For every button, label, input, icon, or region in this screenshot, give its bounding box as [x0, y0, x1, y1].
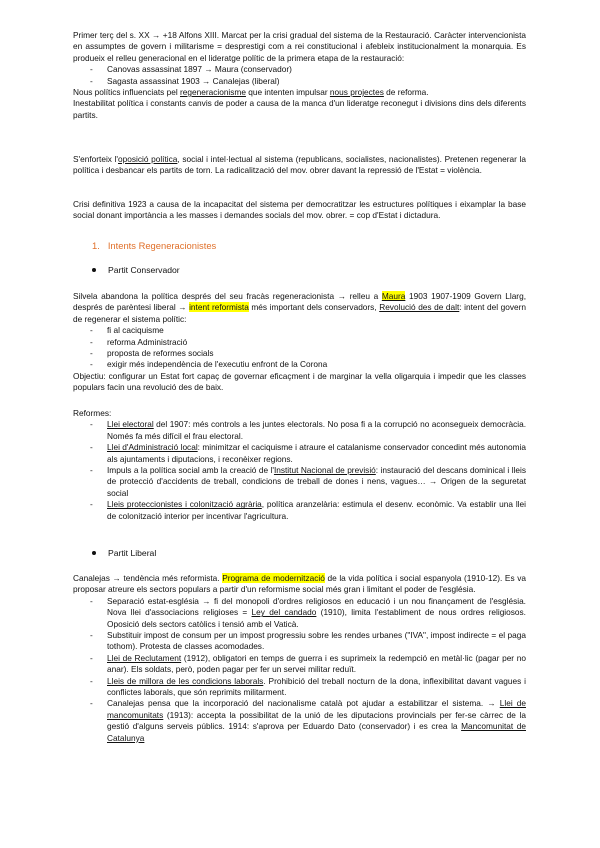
conservador-block: [73, 291, 526, 394]
conservador-heading: Partit Conservador: [92, 265, 180, 276]
liberal-block: [73, 573, 526, 744]
intro-paragraph-5: Crisi definitiva 1923 a causa de la incapacitat del sistema per democratitzar les estructures polítiques i eixamplar la base social donant importància a les masses i demandes socials del mov. obrer. = cop d'Estat i dictadura.: [73, 199, 526, 221]
list-item: - Sagasta assassinat 1903 → Canalejas (liberal): [90, 76, 526, 87]
intro-paragraph-2: Nous polítics influenciats pel regeneracionisme que intenten impulsar nous projectes de reforma.: [73, 87, 429, 98]
liberal-heading: Partit Liberal: [92, 548, 156, 559]
list-item: - reforma Administració: [90, 337, 526, 348]
list-item: - Canovas assassinat 1897 → Maura (conservador): [90, 64, 526, 75]
list-item: - Llei electoral del 1907: més controls a les juntes electorals. No posa fi a la corrupció no aconsegueix democràcia. Només fa més difícil el frau electoral.: [90, 419, 526, 442]
reformes-block: [73, 408, 526, 522]
list-item: - Llei de Reclutament (1912), obligatori en temps de guerra i es suprimeix la redempció en metàl·lic (pagar per no anar). Els soldats, però, poden pagar per fer un servei militar reduït.: [90, 653, 526, 676]
list-item: - Separació estat-església → fi del monopoli d'ordres religiosos en educació i un nou finançament de l'església. Nova llei d'associacions religioses = Ley del candado (1910), limita l'establiment de nous ordres religiosos. Oposició dels sectors catòlics i tensió amb el Vaticà.: [90, 596, 526, 630]
list-item: - Impuls a la política social amb la creació de l'Institut Nacional de previsió: instauració del descans dominical i lleis de protecció d'accidents de treball, condicions de treball de dones i nens, vagues… → Origen de la seguretat social: [90, 465, 526, 499]
list-item: - exigir més independència de l'executiu enfront de la Corona: [90, 359, 526, 370]
intro-paragraph-1: Primer terç del s. XX → +18 Alfons XIII. Marcat per la crisi gradual del sistema de la Restauració. Caràcter intervencionista en assumptes de govern i militarisme = desprestigi com a rei constitucional i afebleix institucionalment la monarquia. Es produeix el relleu generacional en el lideratge polític de la primera etapa de la restauració:: [73, 30, 526, 63]
objectiu-paragraph: Objectiu: configurar un Estat fort capaç de governar eficaçment i de marginar la vella oligarquia i impedir que les classes populars facin una revolució des de baix.: [73, 370, 526, 393]
list-item: - Canalejas pensa que la incorporació del nacionalisme català pot ajudar a estabilitzar el sistema. → Llei de mancomunitats (1913): accepta la possibilitat de la unió de les diputacions provincials per fer-se càrrec de la gestió d'alguns serveis públics. 1914: s'aprova per Eduardo Dato (conservador) i es crea la Mancomunitat de Catalunya: [90, 698, 526, 744]
list-item: - Lleis de millora de les condicions laborals. Prohibició del treball nocturn de la dona, inflexibilitat davant vagues i conflictes laborals, que són reprimits militarment.: [90, 676, 526, 699]
reformes-label: Reformes:: [73, 408, 112, 418]
intro-block: [73, 30, 526, 121]
conservador-paragraph: Silvela abandona la política després del seu fracàs regeneracionista → relleu a Maura 1903 1907-1909 Govern Llarg, després de parèntesi liberal → intent reformista més important dels conservadors, Revolució des de dalt: intent del govern de regenerar el sistema polític:: [73, 291, 526, 324]
list-item: - proposta de reformes socials: [90, 348, 526, 359]
liberal-paragraph: Canalejas → tendència més reformista. Programa de modernització de la vida política i social espanyola (1910-12). Es va proposar atreure els sectors populars a partir d'un reformisme social més gran i limitant el poder de l'església.: [73, 573, 526, 595]
list-item: - fi al caciquisme: [90, 325, 526, 336]
list-item: - Substituir impost de consum per un impost progressiu sobre les rendes urbanes ("IVA", impost indirecte = el paga tothom). Protesta de classes acomodades.: [90, 630, 526, 653]
list-item: - Llei d'Administració local: minimitzar el caciquisme i atraure el catalanisme conservador concedint més autonomia als ajuntaments i diputacions, i reconèixer regions.: [90, 442, 526, 465]
section-heading: 1. Intents Regeneracionistes: [92, 240, 217, 251]
intro-paragraph-4: S'enforteix l'oposició política, social i intel·lectual al sistema (republicans, socialistes, nacionalistes). Pretenen regenerar la política i desbancar els partits de torn. La radicalització del mov. obrer davant la repressió de l'Estat = violència.: [73, 154, 526, 176]
list-item: - Lleis proteccionistes i colonització agrària, política aranzelària: estimula el desenv. econòmic. Va establir una llei de colonització interior per incentivar l'agricultura.: [90, 499, 526, 522]
intro-paragraph-3: Inestabilitat política i constants canvis de poder a causa de la manca d'un lideratge reconegut i divisions dins dels diferents partits.: [73, 98, 526, 120]
